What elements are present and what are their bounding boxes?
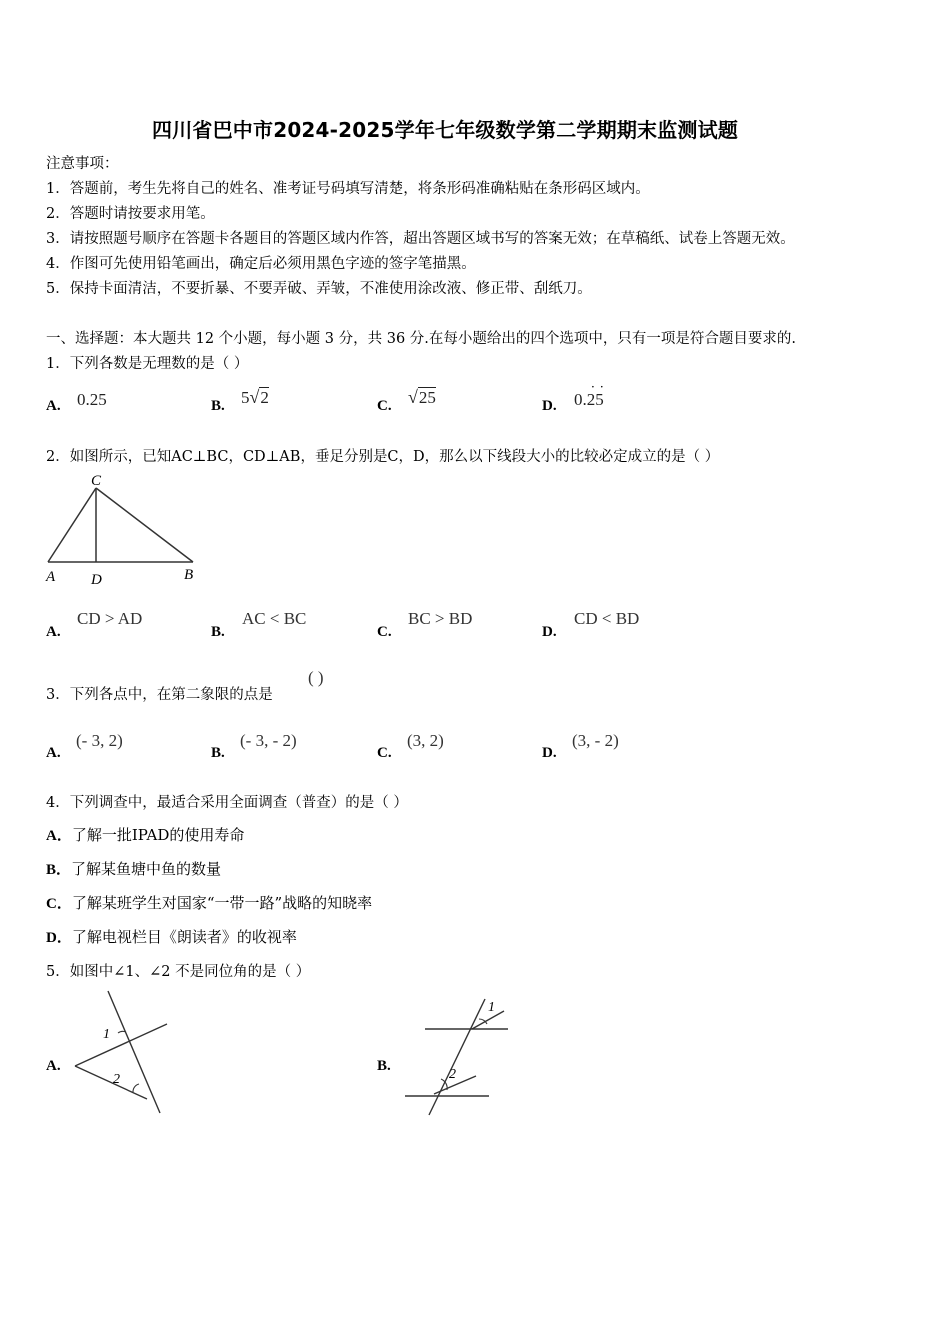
q3-option-c-value: (3, 2) xyxy=(407,731,444,750)
section-heading: 一、选择题：本大题共 12 个小题，每小题 3 分，共 36 分.在每小题给出的四个选项中，只有一项是符合题目要求的. xyxy=(46,331,796,347)
page-title: 四川省巴中市2024-2025学年七年级数学第二学期期末监测试题 xyxy=(152,118,739,142)
q4-option-b-letter: B． xyxy=(46,862,72,878)
q3-option-d-letter[interactable]: D. xyxy=(542,745,557,761)
q2-option-a-value: CD > AD xyxy=(77,609,143,628)
q1-option-a-letter[interactable]: A. xyxy=(46,398,61,414)
q4-option-a-value: 了解一批IPAD的使用寿命 xyxy=(71,826,245,844)
q4-option-a-letter: A． xyxy=(46,828,72,844)
q2-option-a-letter[interactable]: A. xyxy=(46,624,61,640)
q4-text: 下列调查中，最适合采用全面调查（普查）的是（ ） xyxy=(69,795,408,811)
q3-option-a-value: (- 3, 2) xyxy=(76,731,123,750)
angle-1-label: 1 xyxy=(488,1000,495,1015)
figure-label-a: A xyxy=(46,569,56,585)
q2-option-b-value: AC < BC xyxy=(242,609,307,628)
q1-option-c-value xyxy=(408,387,436,408)
sqrt-symbol-icon: √ xyxy=(249,387,260,407)
q5-number: 5． xyxy=(46,964,70,980)
q5-option-a-letter[interactable]: A. xyxy=(46,1058,61,1074)
q2-option-c-value: BC > BD xyxy=(408,609,473,628)
q4-option-a[interactable] xyxy=(46,824,244,845)
q4-option-d-letter: D． xyxy=(46,930,72,946)
q3-option-d-value: (3, - 2) xyxy=(572,731,619,750)
q1-option-b-coef: 5 xyxy=(241,388,250,407)
q4-option-b[interactable] xyxy=(46,858,221,879)
q3-stem xyxy=(46,683,273,704)
q4-option-c[interactable] xyxy=(46,892,372,913)
q4-option-b-value: 了解某鱼塘中鱼的数量 xyxy=(71,860,222,878)
q3-option-c-letter[interactable]: C. xyxy=(377,745,392,761)
q2-option-b-letter[interactable]: B. xyxy=(211,624,225,640)
q3-answer-paren: ( ) xyxy=(308,668,324,687)
q1-option-b-radicand: 2 xyxy=(260,388,269,407)
notice-item-2: 2．答题时请按要求用笔。 xyxy=(46,206,215,222)
figure-label-b: B xyxy=(184,567,194,583)
q3-option-a-letter[interactable]: A. xyxy=(46,745,61,761)
angle-2-label: 2 xyxy=(113,1072,120,1087)
notice-heading: 注意事项： xyxy=(46,156,119,172)
q5-text: 如图中∠1、∠2 不是同位角的是（ ） xyxy=(69,964,311,980)
q2-text: 如图所示，已知AC⊥BC，CD⊥AB，垂足分别是C，D，那么以下线段大小的比较必定成立的是（ ） xyxy=(69,449,720,465)
q1-option-b-value xyxy=(241,387,269,408)
notice-item-4: 4．作图可先使用铅笔画出，确定后必须用黑色字迹的签字笔描黑。 xyxy=(46,256,476,272)
q1-option-d-value: 0.25 xyxy=(574,390,604,409)
q4-option-c-value: 了解某班学生对国家“一带一路”战略的知晓率 xyxy=(71,894,373,912)
angle-2-label: 2 xyxy=(449,1067,456,1082)
sqrt-symbol-icon: √ xyxy=(408,387,418,407)
q1-option-c-radicand: 25 xyxy=(418,388,436,407)
q3-text: 下列各点中，在第二象限的点是 xyxy=(69,687,273,703)
q3-option-b-value: (- 3, - 2) xyxy=(240,731,297,750)
q5-option-a-figure xyxy=(70,988,175,1118)
repeating-dots-icon: ·· xyxy=(591,380,609,394)
q5-option-b-letter[interactable]: B. xyxy=(377,1058,391,1074)
q2-stem xyxy=(46,445,719,466)
q4-number: 4． xyxy=(46,795,70,811)
q4-stem xyxy=(46,791,408,812)
q2-triangle-figure xyxy=(40,468,210,592)
notice-item-1: 1．答题前，考生先将自己的姓名、准考证号码填写清楚，将条形码准确粘贴在条形码区域内。 xyxy=(46,181,650,197)
angle-1-label: 1 xyxy=(103,1027,110,1042)
q4-option-d[interactable] xyxy=(46,926,297,947)
figure-label-c: C xyxy=(91,473,102,489)
q1-option-d-letter[interactable]: D. xyxy=(542,398,557,414)
q2-option-d-value: CD < BD xyxy=(574,609,640,628)
q1-number: 1． xyxy=(46,356,70,372)
q1-option-a-value: 0.25 xyxy=(77,390,107,409)
figure-label-d: D xyxy=(91,572,102,588)
q2-option-d-letter[interactable]: D. xyxy=(542,624,557,640)
notice-item-3: 3．请按照题号顺序在答题卡各题目的答题区域内作答，超出答题区域书写的答案无效；在草稿纸、试卷上答题无效。 xyxy=(46,231,795,247)
q3-number: 3． xyxy=(46,687,70,703)
q1-option-c-letter[interactable]: C. xyxy=(377,398,392,414)
notice-item-5: 5．保持卡面清洁，不要折暴、不要弄破、弄皱，不准使用涂改液、修正带、刮纸刀。 xyxy=(46,281,592,297)
q1-stem xyxy=(46,352,248,373)
q1-text: 下列各数是无理数的是（ ） xyxy=(69,356,249,372)
q4-option-c-letter: C． xyxy=(46,896,72,912)
q4-option-d-value: 了解电视栏目《朗读者》的收视率 xyxy=(71,928,297,946)
q2-number: 2． xyxy=(46,449,70,465)
q3-option-b-letter[interactable]: B. xyxy=(211,745,225,761)
q5-option-b-figure xyxy=(400,996,515,1118)
q1-option-b-letter[interactable]: B. xyxy=(211,398,225,414)
q2-option-c-letter[interactable]: C. xyxy=(377,624,392,640)
q5-stem xyxy=(46,960,310,981)
